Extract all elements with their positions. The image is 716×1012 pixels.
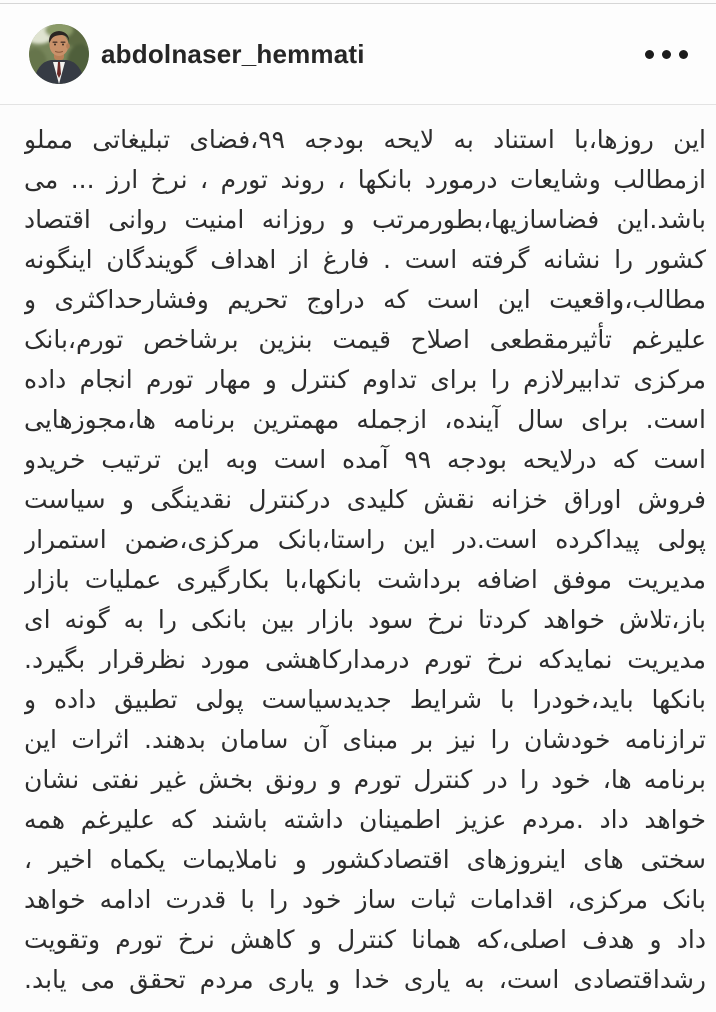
caption-line: علیرغم تأثیرمقطعی اصلاح قیمت بنزین برشاخص تورم،بانک <box>24 325 706 354</box>
username[interactable]: abdolnaser_hemmati <box>101 38 365 69</box>
caption-line: باز،تلاش خواهد کردتا نرخ سود بازار بین بانکی را به گونه ای <box>24 605 706 634</box>
more-options-icon <box>679 50 688 59</box>
caption-line: خواهد داد .مردم عزیز اطمینان داشته باشند که علیرغم همه <box>24 805 706 834</box>
caption-line: داد و هدف اصلی،که همانا کنترل و کاهش نرخ تورم وتقویت <box>24 925 706 954</box>
more-options-button[interactable] <box>641 40 692 69</box>
caption-line: مرکزی تدابیرلازم را برای تداوم کنترل و مهار تورم انجام داده <box>24 365 706 394</box>
caption-line: بانک مرکزی، اقدامات ثبات ساز خود را با قدرت ادامه خواهد <box>24 885 706 914</box>
caption-line: پولی پیداکرده است.در این راستا،بانک مرکزی،ضمن استمرار <box>24 525 706 554</box>
caption-line: این روزها،با استناد به لایحه بودجه ۹۹،فضای تبلیغاتی مملو <box>24 125 706 154</box>
caption-line: مطالب،واقعیت این است که دراوج تحریم وفشارحداکثری و <box>24 285 706 314</box>
post-header <box>0 4 716 105</box>
caption-line: کشور را نشانه گرفته است . فارغ از اهداف گویندگان اینگونه <box>24 245 706 274</box>
avatar-photo <box>29 24 89 84</box>
caption-line: ترازنامه خودشان را نیز بر مبنای آن سامان بدهند. اثرات این <box>24 725 706 754</box>
caption-line: است که درلایحه بودجه ۹۹ آمده است وبه این ترتیب خریدو <box>24 445 706 474</box>
caption-line: برنامه ها، خود را در کنترل تورم و رونق بخش غیر نفتی نشان <box>24 765 706 794</box>
avatar[interactable] <box>29 24 89 84</box>
caption-line: سختی های اینروزهای اقتصادکشور و ناملایمات یکماه اخیر ، <box>24 845 706 874</box>
caption-line: بانکها باید،خودرا با شرایط جدیدسیاست پولی تطبیق داده و <box>24 685 706 714</box>
caption-line: رشداقتصادی است، به یاری خدا و یاری مردم تحقق می یابد. <box>24 965 706 994</box>
caption-line: مدیریت موفق اضافه برداشت بانکها،با بکارگیری عملیات بازار <box>24 565 706 594</box>
caption-line: باشد.این فضاسازیها،بطورمرتب و روزانه امنیت روانی اقتصاد <box>24 205 706 234</box>
caption-line: ازمطالب وشایعات درمورد بانکها ، روند تورم ، نرخ ارز ... می <box>24 165 706 194</box>
post-caption <box>0 105 716 1000</box>
more-options-icon <box>662 50 671 59</box>
caption-line: است. برای سال آینده، ازجمله مهمترین برنامه ها،مجوزهایی <box>24 405 706 434</box>
more-options-icon <box>645 50 654 59</box>
caption-line: مدیریت نمایدکه نرخ تورم درمدارکاهشی مورد نظرقرار بگیرد. <box>24 645 706 674</box>
caption-line: فروش اوراق خزانه نقش کلیدی درکنترل نقدینگی و سیاست <box>24 485 706 514</box>
